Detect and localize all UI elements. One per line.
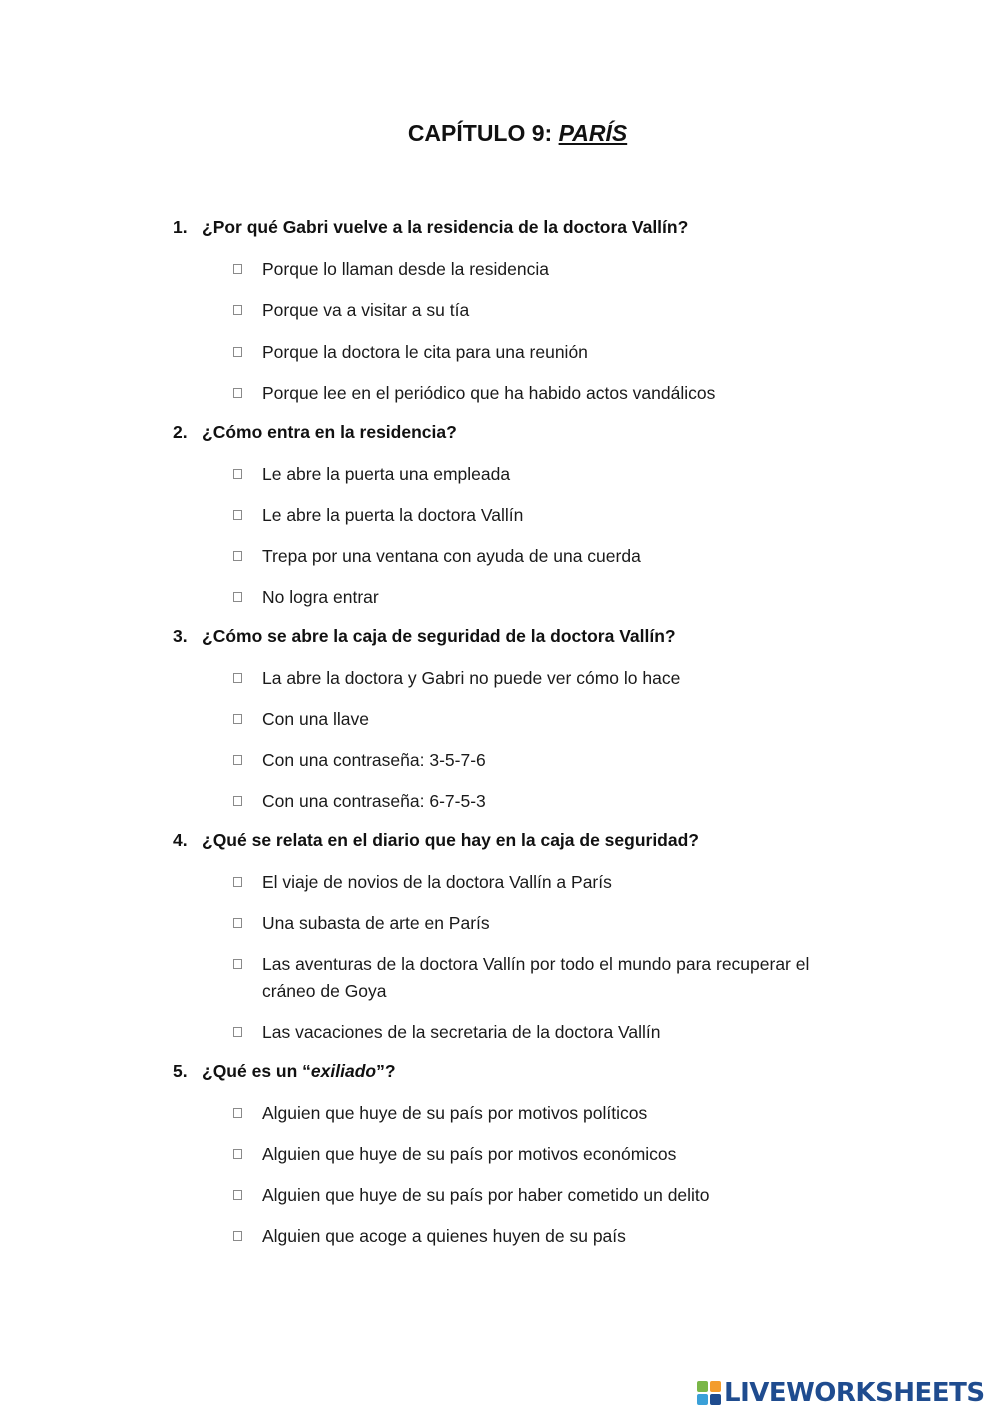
option-1-1 xyxy=(233,256,853,283)
option-text: El viaje de novios de la doctora Vallín a París xyxy=(262,872,612,892)
checkbox[interactable] xyxy=(233,510,242,520)
option-1-2 xyxy=(233,297,853,324)
option-4-1 xyxy=(233,869,853,896)
checkbox[interactable] xyxy=(233,877,242,887)
option-text: Con una llave xyxy=(262,709,370,729)
checkbox[interactable] xyxy=(233,918,242,928)
option-text: Las aventuras de la doctora Vallín por todo el mundo para recuperar el cráneo de Goya xyxy=(262,954,810,1001)
checkbox[interactable] xyxy=(233,469,242,479)
checkbox[interactable] xyxy=(233,1027,242,1037)
option-5-2 xyxy=(233,1141,853,1168)
option-4-2 xyxy=(233,910,853,937)
option-text: Con una contraseña: 3-5-7-6 xyxy=(262,750,486,770)
checkbox[interactable] xyxy=(233,796,242,806)
option-3-4 xyxy=(233,788,853,815)
option-text: Con una contraseña: 6-7-5-3 xyxy=(262,791,486,811)
option-3-3 xyxy=(233,747,853,774)
title-prefix: CAPÍTULO 9: xyxy=(407,120,559,146)
option-1-3 xyxy=(233,339,853,366)
checkbox[interactable] xyxy=(233,673,242,683)
option-2-3 xyxy=(233,543,853,570)
option-5-3 xyxy=(233,1182,853,1209)
liveworksheets-logo xyxy=(697,1379,985,1407)
option-2-2 xyxy=(233,502,853,529)
option-text: Porque lee en el periódico que ha habido actos vandálicos xyxy=(262,383,716,403)
checkbox[interactable] xyxy=(233,388,242,398)
option-text: No logra entrar xyxy=(262,587,379,607)
page-title xyxy=(0,120,1000,147)
question-text: ¿Por qué Gabri vuelve a la residencia de la doctora Vallín? xyxy=(202,217,689,237)
option-1-4 xyxy=(233,380,853,407)
question-text: ¿Cómo se abre la caja de seguridad de la doctora Vallín? xyxy=(202,626,676,646)
logo-mark-icon xyxy=(697,1381,721,1405)
checkbox[interactable] xyxy=(233,592,242,602)
option-text: Le abre la puerta la doctora Vallín xyxy=(262,505,524,525)
question-text: ¿Cómo entra en la residencia? xyxy=(202,422,457,442)
option-3-2 xyxy=(233,706,853,733)
question-1 xyxy=(173,217,688,238)
option-text: Alguien que acoge a quienes huyen de su país xyxy=(262,1226,626,1246)
checkbox[interactable] xyxy=(233,959,242,969)
option-text: Trepa por una ventana con ayuda de una cuerda xyxy=(262,546,641,566)
title-emphasis: PARÍS xyxy=(558,120,628,146)
question-text-before: ¿Qué es un “ xyxy=(202,1061,311,1081)
option-text: La abre la doctora y Gabri no puede ver cómo lo hace xyxy=(262,668,681,688)
checkbox[interactable] xyxy=(233,305,242,315)
option-text: Le abre la puerta una empleada xyxy=(262,464,511,484)
option-text: Porque va a visitar a su tía xyxy=(262,300,470,320)
logo-text: LIVEWORKSHEETS xyxy=(724,1378,985,1408)
checkbox[interactable] xyxy=(233,1149,242,1159)
question-number: 5. xyxy=(173,1061,188,1081)
option-text: Alguien que huye de su país por haber cometido un delito xyxy=(262,1185,710,1205)
question-number: 3. xyxy=(173,626,188,646)
checkbox[interactable] xyxy=(233,714,242,724)
question-number: 4. xyxy=(173,830,188,850)
checkbox[interactable] xyxy=(233,1108,242,1118)
checkbox[interactable] xyxy=(233,347,242,357)
option-5-1 xyxy=(233,1100,853,1127)
question-4 xyxy=(173,830,699,851)
option-5-4 xyxy=(233,1223,853,1250)
option-text: Las vacaciones de la secretaria de la doctora Vallín xyxy=(262,1022,661,1042)
checkbox[interactable] xyxy=(233,1231,242,1241)
checkbox[interactable] xyxy=(233,551,242,561)
option-text: Alguien que huye de su país por motivos políticos xyxy=(262,1103,648,1123)
option-4-4 xyxy=(233,1019,853,1046)
checkbox[interactable] xyxy=(233,264,242,274)
option-2-1 xyxy=(233,461,853,488)
question-text-emphasis: exiliado xyxy=(310,1061,377,1081)
question-3 xyxy=(173,626,676,647)
option-text: Una subasta de arte en París xyxy=(262,913,490,933)
option-text: Porque la doctora le cita para una reunión xyxy=(262,342,588,362)
question-5 xyxy=(173,1061,396,1082)
option-3-1 xyxy=(233,665,853,692)
checkbox[interactable] xyxy=(233,755,242,765)
option-text: Alguien que huye de su país por motivos económicos xyxy=(262,1144,677,1164)
question-text: ¿Qué se relata en el diario que hay en la caja de seguridad? xyxy=(202,830,699,850)
option-4-3 xyxy=(233,951,853,1005)
question-number: 1. xyxy=(173,217,188,237)
question-2 xyxy=(173,422,457,443)
checkbox[interactable] xyxy=(233,1190,242,1200)
option-text: Porque lo llaman desde la residencia xyxy=(262,259,549,279)
question-text-after: ”? xyxy=(376,1061,396,1081)
question-number: 2. xyxy=(173,422,188,442)
option-2-4 xyxy=(233,584,853,611)
